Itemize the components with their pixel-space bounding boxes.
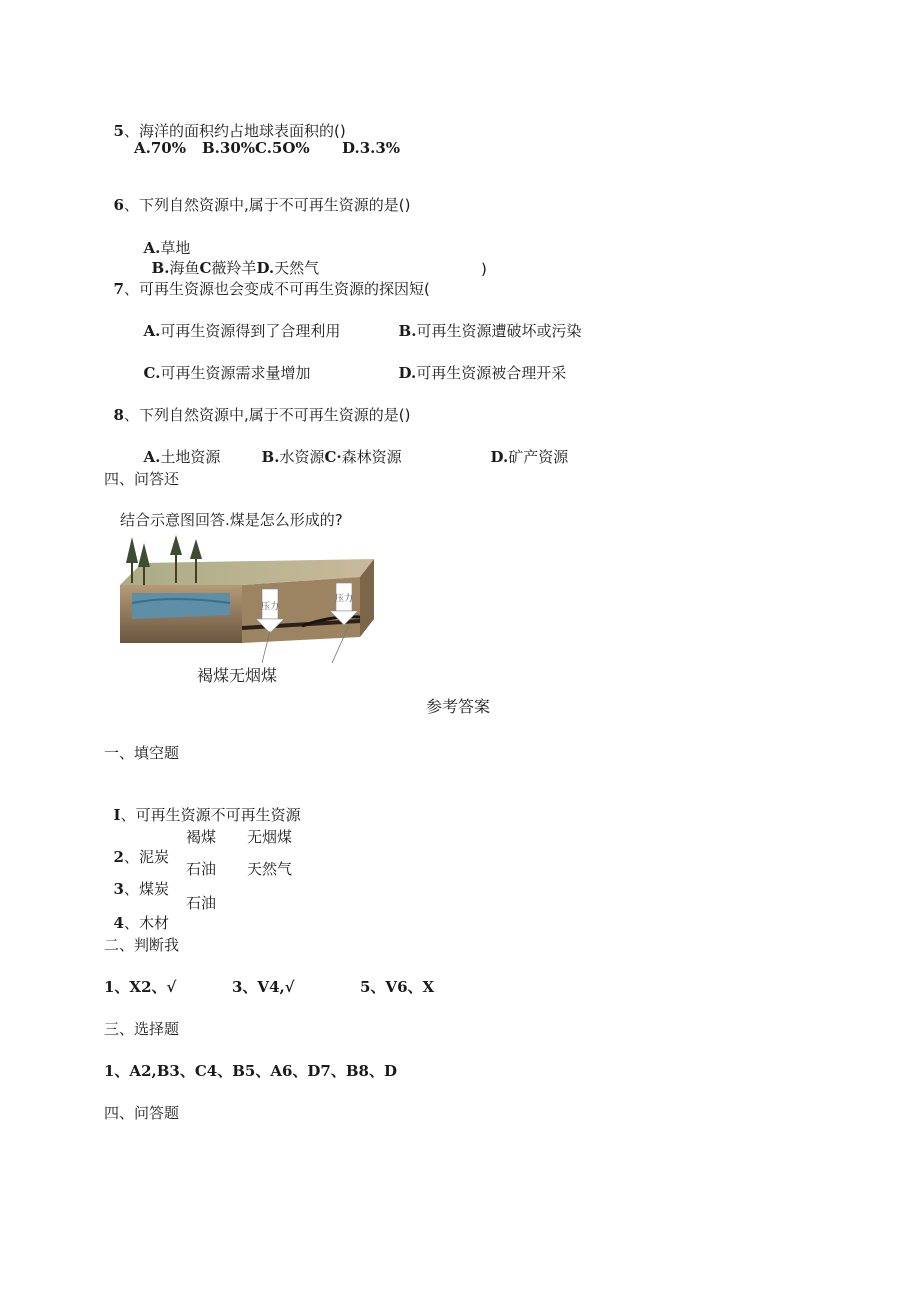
question-number: 7	[113, 280, 124, 298]
option-text: 矿产资源	[508, 448, 569, 466]
option-text: 可再生资源被合理开采	[416, 364, 567, 382]
option-text: 土地资源	[160, 448, 221, 466]
answer-separator: 、	[123, 848, 139, 866]
option-label: B.	[151, 259, 170, 277]
question-text: 下列自然资源中,属于不可再生资源的是()	[139, 196, 411, 214]
option-label: A.	[143, 239, 161, 257]
answer-section-4-title: 四、问答题	[104, 1104, 180, 1122]
question-6	[104, 175, 410, 215]
question-separator: 、	[123, 122, 139, 140]
option-text: 海鱼	[169, 259, 200, 277]
option-text: 天然气	[274, 259, 320, 277]
pressure-label: 压力	[260, 602, 280, 612]
option-label: D.	[398, 364, 417, 382]
answer-text: 石油	[186, 860, 217, 878]
option-a: A.70%	[134, 139, 186, 157]
section-title: 四、问答还	[104, 470, 180, 488]
option-label: C	[199, 259, 212, 277]
swamp-water	[132, 593, 230, 619]
option-b-c	[252, 427, 402, 467]
answer-number: I	[113, 806, 121, 824]
coal-formation-diagram	[112, 533, 380, 663]
question-5	[104, 101, 346, 141]
answer-section-3-title: 三、选择题	[104, 1020, 180, 1038]
pressure-label: 压力	[334, 594, 354, 604]
question-7	[104, 259, 430, 299]
option-text: 可再生资源得到了合理利用	[160, 322, 341, 340]
question-number: 8	[113, 406, 124, 424]
answer-number: 2	[113, 848, 124, 866]
answer-row-1	[104, 785, 301, 825]
option-label: C·	[324, 448, 342, 466]
option-text: 草地	[160, 239, 191, 257]
option-text: 薇羚羊	[211, 259, 257, 277]
option-label: C.	[143, 364, 161, 382]
answer-section-2-title: 二、判断我	[104, 936, 180, 954]
option-label: D.	[490, 448, 509, 466]
question-text: 可再生资源也会变成不可再生资源的探因短(	[139, 280, 430, 298]
answer-text: 木材	[139, 914, 170, 932]
answer-text: 泥炭	[139, 848, 170, 866]
question-separator: 、	[123, 196, 139, 214]
answer-text: 褐煤	[186, 828, 217, 846]
answer-separator: 、	[123, 914, 139, 932]
option-b	[389, 301, 581, 341]
option-label: A.	[143, 322, 161, 340]
figure-caption: 褐煤无烟煤	[197, 666, 278, 685]
question-separator: 、	[123, 280, 139, 298]
option-b-c: B.30%C.5O%	[202, 139, 310, 157]
option-d	[481, 427, 568, 467]
judge-answer: 1、X2、√	[104, 978, 177, 996]
answer-separator: 、	[123, 880, 139, 898]
answer-number: 4	[113, 914, 124, 932]
option-label: D.	[256, 259, 275, 277]
question-separator: 、	[123, 406, 139, 424]
option-text: 水资源	[279, 448, 325, 466]
question-text: 海洋的面积约占地球表面积的()	[139, 122, 346, 140]
answer-text: 煤炭	[139, 880, 170, 898]
section-prompt: 结合示意图回答.煤是怎么形成的?	[120, 511, 343, 529]
answer-number: 3	[113, 880, 124, 898]
judge-answer: 5、V6、X	[360, 978, 435, 996]
option-d: D.3.3%	[342, 139, 401, 157]
option-a	[134, 301, 340, 341]
answer-text: 可再生资源不可再生资源	[135, 806, 301, 824]
answers-title: 参考答案	[426, 697, 491, 716]
question-number: 5	[113, 122, 124, 140]
answer-text: 石油	[186, 894, 217, 912]
option-text: 可再生资源需求量增加	[160, 364, 311, 382]
option-text: 可再生资源遭破坏或污染	[416, 322, 582, 340]
choice-answers: 1、A2,B3、C4、B5、A6、D7、B8、D	[104, 1062, 397, 1080]
option-a	[134, 427, 220, 467]
judge-answer: 3、V4,√	[232, 978, 295, 996]
answer-text: 天然气	[247, 860, 293, 878]
option-d	[389, 343, 566, 383]
option-c	[134, 343, 310, 383]
question-8	[104, 385, 410, 425]
question-7-close-paren: )	[481, 260, 487, 278]
answer-text: 无烟煤	[247, 828, 293, 846]
option-label: A.	[143, 448, 161, 466]
answer-section-1-title: 一、填空题	[104, 744, 180, 762]
option-label: B.	[261, 448, 280, 466]
answer-row-4	[104, 893, 169, 933]
answer-separator: 、	[120, 806, 136, 824]
question-number: 6	[113, 196, 124, 214]
option-label: B.	[398, 322, 417, 340]
option-text: 森林资源	[341, 448, 402, 466]
question-text: 下列自然资源中,属于不可再生资源的是()	[139, 406, 411, 424]
